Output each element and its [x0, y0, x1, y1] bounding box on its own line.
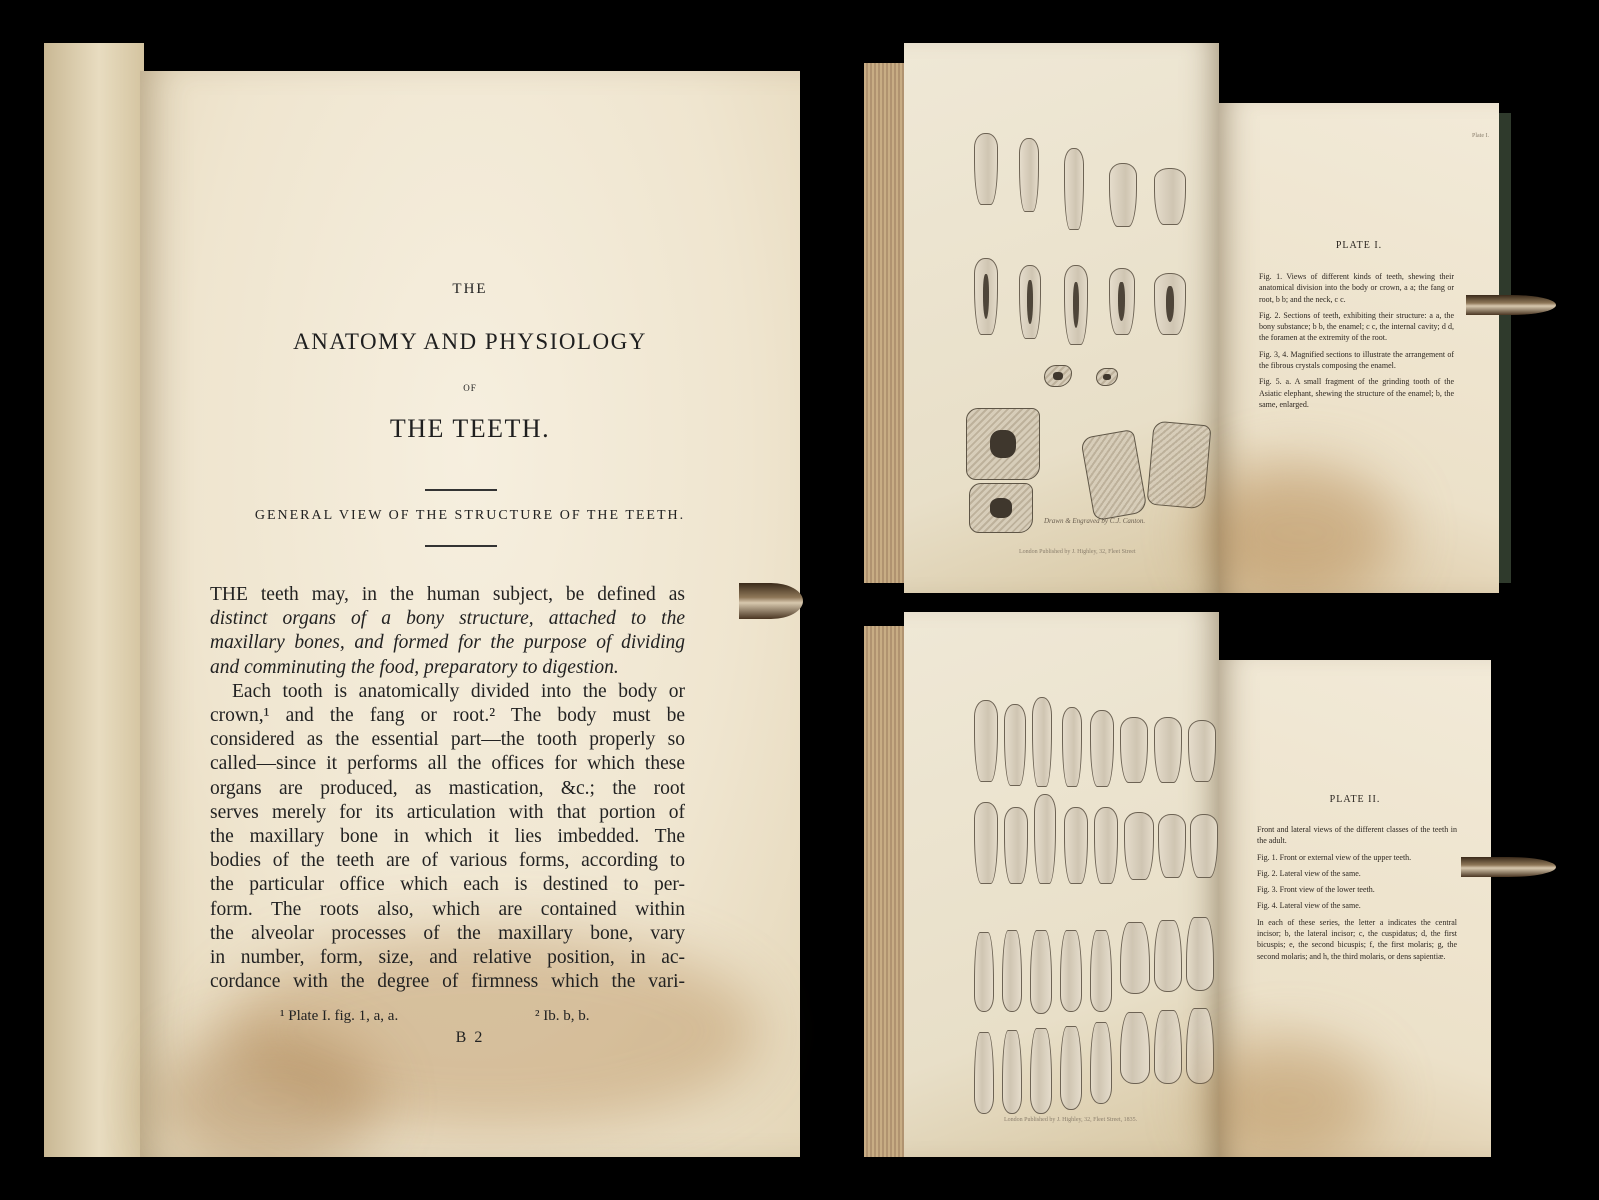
body-line: cordance with the degree of firmness which the vari-	[210, 971, 685, 993]
tooth-drawing	[1060, 930, 1082, 1012]
body-line: THE teeth may, in the human subject, be defined as	[210, 584, 685, 605]
foxing-stain	[1199, 1040, 1379, 1157]
book-title: ANATOMY AND PHYSIOLOGY	[293, 329, 647, 354]
publisher-line: London Published by J. Highley, 32, Fleet Street	[1019, 549, 1136, 555]
tooth-drawing	[1188, 720, 1216, 782]
signature-mark: B 2	[455, 1029, 485, 1046]
tooth-section-drawing	[1154, 273, 1186, 335]
body-line: and comminuting the food, preparatory to digestion.	[210, 656, 619, 678]
engraver-credit: Drawn & Engraved by C.J. Canton.	[1044, 517, 1146, 525]
tooth-drawing	[1090, 930, 1112, 1012]
tooth-section-drawing	[1019, 265, 1041, 339]
footnote-1: ¹ Plate I. fig. 1, a, a.	[280, 1008, 399, 1024]
fig-caption: Fig. 2. Lateral view of the same.	[1257, 868, 1361, 878]
body-line: in number, form, size, and relative position, in ac-	[210, 947, 685, 969]
bookmark-tab	[739, 583, 803, 619]
title-of: OF	[463, 383, 477, 393]
title-rule	[425, 489, 497, 491]
tooth-drawing	[1090, 1022, 1112, 1104]
body-line: bodies of the teeth are of various forms, according to	[210, 850, 685, 872]
book-subtitle: THE TEETH.	[389, 414, 551, 443]
tooth-drawing	[1030, 1028, 1052, 1114]
tooth-drawing	[1094, 807, 1118, 884]
tooth-drawing	[1062, 707, 1082, 787]
tooth-drawing	[1032, 697, 1052, 787]
fig-caption: Fig. 1. Front or external view of the upper teeth.	[1257, 852, 1412, 862]
body-line: the alveolar processes of the maxillary bone, vary	[210, 922, 685, 944]
page-block-edge	[864, 626, 904, 1157]
tooth-drawing	[1030, 930, 1052, 1014]
foxing-stain	[1199, 463, 1399, 593]
tooth-drawing	[1120, 922, 1150, 994]
section-rule	[425, 545, 497, 547]
text-page	[140, 71, 800, 1157]
body-line: called—since it performs all the offices for which these	[210, 753, 685, 775]
fig-caption: Fig. 1. Views of different kinds of teeth, shewing their anatomical division into the body or crown, a a; the fang or root, b b; and the neck, c c.	[1259, 272, 1454, 304]
plate-1-explanation-page	[1219, 103, 1499, 593]
tooth-section-drawing	[1109, 268, 1135, 335]
tooth-drawing	[1120, 1012, 1150, 1084]
tooth-drawing	[1190, 814, 1218, 878]
book-cover-edge	[1499, 113, 1511, 583]
enamel-fragment-drawing	[1080, 429, 1148, 521]
bookmark-tab	[1461, 857, 1556, 877]
plate-2-photo	[856, 612, 1556, 1157]
tooth-drawing	[1034, 794, 1056, 884]
tooth-drawing	[1154, 1010, 1182, 1084]
title-the: THE	[452, 281, 488, 297]
body-line: Each tooth is anatomically divided into the body or	[232, 680, 685, 702]
tooth-drawing	[974, 700, 998, 782]
enamel-fragment-drawing	[1146, 421, 1211, 510]
tooth-drawing	[1124, 812, 1154, 880]
tooth-drawing	[974, 802, 998, 884]
tooth-drawing	[1120, 717, 1148, 783]
plate-1-engraving-page	[904, 43, 1219, 593]
body-line: form. The roots also, which are contained within	[210, 898, 685, 920]
tooth-drawing	[1154, 168, 1186, 225]
tooth-drawing	[974, 932, 994, 1012]
page-block-edge	[864, 63, 904, 583]
fig-caption: Fig. 2. Sections of teeth, exhibiting their structure: a a, the bony substance; b b, the enamel; c c, the internal cavity; d d, the foramen at the extremity of the root.	[1259, 310, 1454, 343]
plate-1-heading: PLATE I.	[1335, 240, 1383, 251]
tooth-drawing	[1154, 717, 1182, 783]
tooth-drawing	[1064, 807, 1088, 884]
tooth-drawing	[1060, 1026, 1082, 1110]
tooth-drawing	[1186, 917, 1214, 991]
body-line: organs are produced, as mastication, &c.; the root	[210, 777, 685, 799]
tooth-section-drawing	[1064, 265, 1088, 345]
fig-caption: Fig. 3, 4. Magnified sections to illustrate the arrangement of the fibrous crystals composing the enamel.	[1259, 349, 1454, 371]
magnified-section-drawing	[1044, 365, 1072, 387]
body-line: considered as the essential part—the tooth properly so	[210, 729, 685, 751]
fig-caption: Fig. 4. Lateral view of the same.	[1257, 901, 1361, 911]
body-line: maxillary bones, and formed for the purpose of dividing	[210, 632, 685, 654]
fig-caption: Fig. 5. a. A small fragment of the grinding tooth of the Asiatic elephant, shewing the structure of the enamel; b, the same, enlarged.	[1259, 377, 1454, 409]
tooth-drawing	[1004, 704, 1026, 786]
magnified-section-drawing	[1096, 368, 1118, 386]
bookmark-tab	[1466, 295, 1556, 315]
body-line: distinct organs of a bony structure, attached to the	[210, 608, 685, 630]
body-line: the maxillary bone in which it lies imbedded. The	[210, 826, 685, 848]
tooth-drawing	[1090, 710, 1114, 787]
body-text	[210, 583, 685, 994]
tooth-drawing	[974, 1032, 994, 1114]
body-line: serves merely for its articulation with that portion of	[210, 801, 685, 823]
section-heading: GENERAL VIEW OF THE STRUCTURE OF THE TEETH.	[254, 508, 686, 523]
tooth-drawing	[1004, 807, 1028, 884]
facing-page-edge	[44, 43, 144, 1157]
footnote-2: ² Ib. b, b.	[535, 1008, 590, 1024]
enamel-fragment-drawing	[969, 483, 1033, 533]
tooth-drawing	[1154, 920, 1182, 992]
tooth-drawing	[1064, 148, 1084, 230]
plate-2-heading: PLATE II.	[1329, 794, 1381, 805]
plate-1-photo	[856, 43, 1556, 593]
left-book-photo	[44, 43, 814, 1157]
enamel-fragment-drawing	[966, 408, 1040, 480]
tooth-drawing	[1002, 1030, 1022, 1114]
tooth-drawing	[1019, 138, 1039, 212]
tooth-section-drawing	[974, 258, 998, 335]
plate-2-captions	[1257, 824, 1457, 967]
tooth-drawing	[974, 133, 998, 205]
plate-intro: Front and lateral views of the different classes of the teeth in the adult.	[1257, 825, 1457, 846]
tooth-drawing	[1002, 930, 1022, 1012]
body-line: the particular office which each is destined to per-	[210, 874, 685, 896]
plate-1-captions	[1259, 271, 1454, 415]
tooth-drawing	[1158, 814, 1186, 878]
plate-corner-label: Plate I.	[1472, 133, 1489, 139]
plate-2-explanation-page	[1219, 660, 1491, 1157]
fig-caption: Fig. 3. Front view of the lower teeth.	[1257, 885, 1375, 895]
body-line: crown,¹ and the fang or root.² The body must be	[210, 705, 685, 727]
publisher-line: London Published by J. Highley, 32, Fleet Street, 1835.	[1004, 1117, 1138, 1123]
plate-2-engraving-page	[904, 612, 1219, 1157]
tooth-drawing	[1109, 163, 1137, 227]
plate-outro: In each of these series, the letter a indicates the central incisor; b, the lateral incisor; c, the cuspidatus; d, the first bicuspis; e, the second bicuspis; f, the first molaris; g, the second molaris; and h, the third molaris, or dens sapientiæ.	[1257, 917, 1457, 961]
